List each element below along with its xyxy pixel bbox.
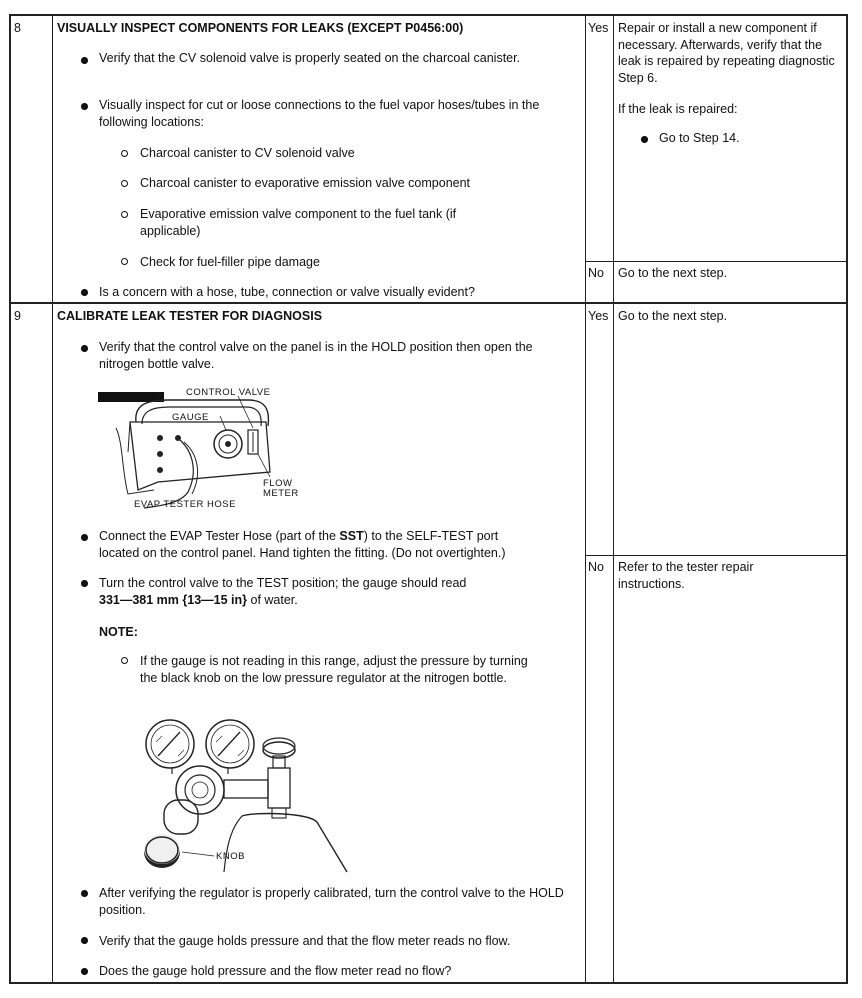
instruction-text-part: of water. [247, 592, 298, 607]
instruction-text: Visually inspect for cut or loose connections to the fuel vapor hoses/tubes in the following locations: [99, 98, 540, 129]
no-label: No [588, 266, 604, 280]
pressure-range-text: 331—381 mm {13—15 in} [99, 592, 248, 607]
table-border-top [9, 14, 847, 16]
instruction-text-part: located on the control panel. Hand tighten the fitting. (Do not overtighten.) [99, 545, 506, 560]
note-text: If the gauge is not reading in this range, adjust the pressure by turning the black knob on the low pressure regulator at the nitrogen bottle. [140, 654, 528, 685]
bullet-icon [641, 136, 648, 143]
yes-label: Yes [588, 21, 609, 35]
instruction-text: Verify that the control valve on the panel is in the HOLD position then open the nitrogen bottle valve. [99, 340, 533, 371]
instruction-text: After verifying the regulator is properly calibrated, turn the control valve to the HOLD position. [99, 886, 564, 917]
bullet-icon [81, 345, 88, 352]
instruction-text-part: Turn the control valve to the TEST position; the gauge should read [99, 576, 467, 590]
knob-label: KNOB [216, 851, 245, 862]
question-text: Does the gauge hold pressure and the flow meter read no flow? [99, 964, 452, 978]
instruction-text [99, 575, 569, 608]
instruction-text: Verify that the CV solenoid valve is properly seated on the charcoal canister. [99, 51, 521, 65]
bullet-icon [81, 534, 88, 541]
no-label: No [588, 560, 604, 574]
sst-text: SST [339, 529, 364, 543]
evap-hose-label: EVAP TESTER HOSE [134, 499, 236, 510]
bullet-icon [81, 580, 88, 587]
sub-bullet-icon [121, 657, 128, 664]
yes-action: Go to the next step. [618, 309, 728, 323]
column-divider-step [52, 14, 53, 984]
note-label: NOTE: [99, 625, 138, 639]
step-number: 8 [14, 21, 21, 35]
instruction-text: Verify that the gauge holds pressure and that the flow meter reads no flow. [99, 934, 511, 948]
no-action: Go to the next step. [618, 266, 728, 280]
flow-meter-label: METER [263, 488, 299, 499]
gauge-label: GAUGE [172, 412, 209, 423]
location-item: Check for fuel-filler pipe damage [140, 255, 320, 269]
sub-bullet-icon [121, 258, 128, 265]
instruction-text-part: Connect the EVAP Tester Hose (part of the [99, 529, 340, 543]
step-title: VISUALLY INSPECT COMPONENTS FOR LEAKS (EXCEPT P0456:00) [57, 21, 464, 35]
control-valve-label: CONTROL VALVE [186, 387, 271, 398]
column-divider-action [613, 14, 614, 984]
step-title: CALIBRATE LEAK TESTER FOR DIAGNOSIS [57, 309, 323, 323]
sub-bullet-icon [121, 150, 128, 157]
yes-label: Yes [588, 309, 609, 323]
bullet-icon [81, 57, 88, 64]
bullet-icon [81, 289, 88, 296]
question-text: Is a concern with a hose, tube, connection or valve visually evident? [99, 285, 475, 299]
step-number: 9 [14, 309, 21, 323]
flow-meter-label: FLOW [263, 478, 293, 489]
sub-bullet-icon [121, 180, 128, 187]
column-divider-answer [585, 14, 586, 984]
bullet-icon [81, 968, 88, 975]
location-item: Charcoal canister to evaporative emission valve component [140, 176, 471, 190]
location-item: Evaporative emission valve component to the fuel tank (if applicable) [140, 207, 457, 238]
table-border-bottom [9, 982, 847, 984]
bullet-icon [81, 937, 88, 944]
goto-step-text: Go to Step 14. [659, 131, 740, 145]
yes-action: Repair or install a new component if necessary. Afterwards, verify that the leak is repaired by repeating diagnostic Step 6. [618, 21, 835, 85]
table-row-divider [9, 302, 847, 304]
no-action: Refer to the tester repair instructions. [618, 560, 754, 591]
nitrogen-regulator-figure [132, 712, 352, 872]
instruction-text-part: ) to the SELF-TEST port [363, 529, 499, 543]
leak-tester-panel-figure [98, 382, 298, 512]
bullet-icon [81, 890, 88, 897]
instruction-text [99, 528, 569, 561]
bullet-icon [81, 103, 88, 110]
yes-no-divider-step-8 [585, 261, 847, 262]
location-item: Charcoal canister to CV solenoid valve [140, 146, 355, 160]
regulator-illustration [132, 712, 352, 872]
yes-condition: If the leak is repaired: [618, 102, 738, 116]
table-border-right [846, 14, 848, 984]
yes-no-divider-step-9 [585, 555, 847, 556]
sub-bullet-icon [121, 211, 128, 218]
table-border-left [9, 14, 11, 984]
